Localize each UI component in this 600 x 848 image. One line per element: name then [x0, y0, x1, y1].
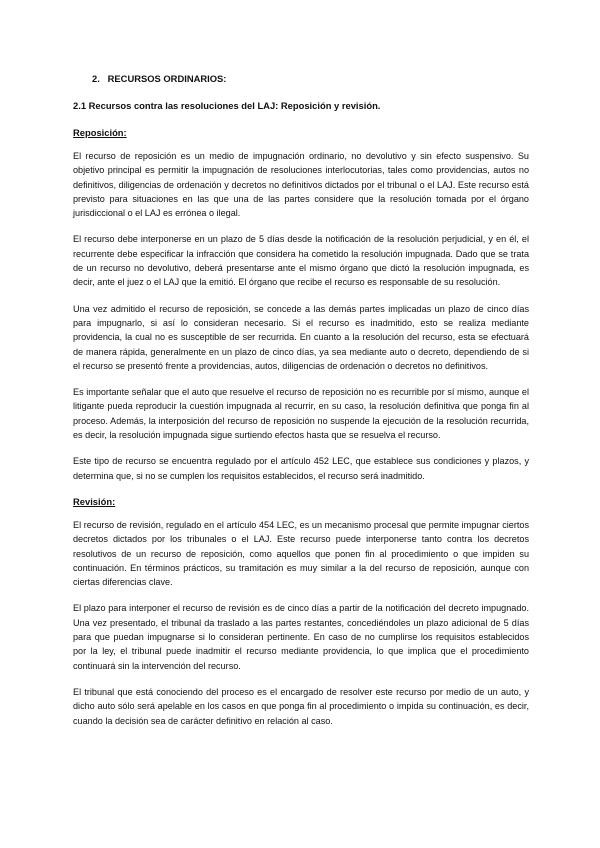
reposicion-paragraph: Es importante señalar que el auto que resuelve el recurso de reposición no es recurrible por sí mismo, aunque el litigante pueda reproducir la cuestión impugnada al recurrir, en su caso, la resolución definitiva que ponga fin al proceso. Además, la interposición del recurso de reposición no suspende la ejecución de la resolución recurrida, es decir, la resolución impugnada sigue surtiendo efectos hasta que se resuelva el recurso.: [73, 387, 529, 441]
document-page: [73, 72, 529, 740]
revision-paragraph: El tribunal que está conociendo del proceso es el encargado de resolver este recurso por medio de un auto, y dicho auto sólo será apelable en los casos en que ponga fin al procedimiento o impida su continuación, es decir, cuando la decisión sea de carácter definitivo en relación al caso.: [73, 686, 529, 726]
reposicion-paragraph: Este tipo de recurso se encuentra regulado por el artículo 452 LEC, que establece sus condiciones y plazos, y determina que, si no se cumplen los requisitos establecidos, el recurso será inadmitido.: [73, 456, 529, 481]
section-title: RECURSOS ORDINARIOS:: [107, 73, 227, 84]
subsection-title: 2.1 Recursos contra las resoluciones del LAJ: Reposición y revisión.: [73, 100, 381, 111]
reposicion-paragraph: Una vez admitido el recurso de reposición, se concede a las demás partes implicadas un plazo de cinco días para impugnarlo, si así lo consideran necesario. Si el recurso es inadmitido, esto se realiza mediante providencia, la cual no es susceptible de ser recurrida. En cuanto a la resolución del recurso, esta se efectuará de manera rápida, generalmente en un plazo de cinco días, ya sea mediante auto o decreto, dependiendo de si el recurso se presentó frente a providencias, autos, diligencias de ordenación o decretos no definitivos.: [73, 303, 529, 371]
reposicion-paragraph: El recurso debe interponerse en un plazo de 5 días desde la notificación de la resolución perjudicial, y en él, el recurrente debe especificar la infracción que considera ha cometido la resolución impugnada. Dado que se trata de un recurso no devolutivo, deberá presentarse ante el mismo órgano que dictó la resolución impugnada, es decir, ante el juez o el LAJ que la emitió. El órgano que recibe el recurso es responsable de su resolución.: [73, 234, 529, 288]
section-number: 2.: [92, 73, 100, 84]
reposicion-heading: Reposición:: [73, 127, 127, 138]
section-heading: [92, 72, 529, 85]
revision-paragraph: El recurso de revisión, regulado en el artículo 454 LEC, es un mecanismo procesal que permite impugnar ciertos decretos dictados por los tribunales o el LAJ. Este recurso puede interponerse tanto contra los decretos resolutivos de un recurso de reposición, como aquellos que ponen fin al procedimiento o que impiden su continuación. En términos prácticos, su tramitación es muy similar a la del recurso de reposición, aunque con ciertas diferencias clave.: [73, 519, 529, 588]
revision-heading: Revisión:: [73, 495, 116, 507]
revision-paragraph: El plazo para interponer el recurso de revisión es de cinco días a partir de la notificación del decreto impugnado. Una vez presentado, el tribunal da traslado a las partes restantes, concediéndoles un plazo adicional de 5 días para que puedan impugnarse si lo consideran pertinente. En caso de no cumplirse los requisitos establecidos por la ley, el tribunal puede inadmitir el recurso mediante providencia, lo que implica que el procedimiento continuará sin la intervención del recurso.: [73, 603, 529, 671]
reposicion-paragraph: El recurso de reposición es un medio de impugnación ordinario, no devolutivo y sin efecto suspensivo. Su objetivo principal es permitir la impugnación de resoluciones interlocutorias, tales como providencias, autos no definitivos, diligencias de ordenación y decretos no definitivos dictados por el tribunal o el LAJ. Este recurso está previsto para situaciones en las que una de las partes considere que la resolución tomada por el órgano jurisdiccional o el LAJ es errónea o ilegal.: [73, 151, 529, 219]
